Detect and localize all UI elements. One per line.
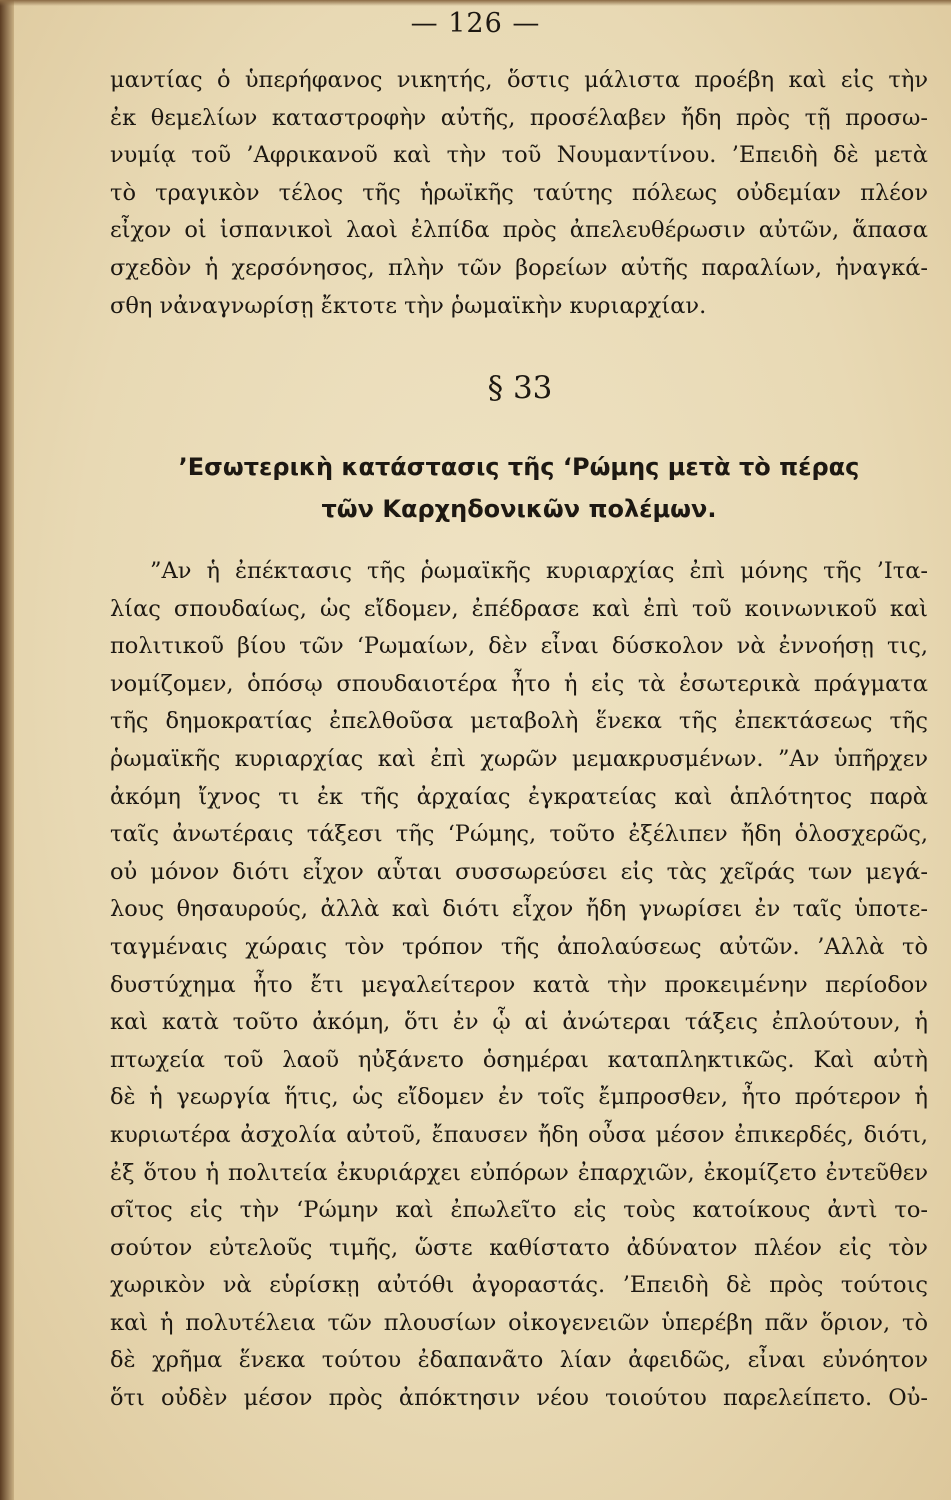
text-line: ”Αν ἡ ἐπέκτασις τῆς ῥωμαϊκῆς κυριαρχίας ἐπὶ μόνης τῆς ’Ιτα- bbox=[150, 558, 928, 584]
text-line: καὶ ἡ πολυτέλεια τῶν πλουσίων οἰκογενειῶν ὑπερέβη πᾶν ὅριον, τὸ bbox=[110, 1309, 928, 1336]
text-line: πτωχεία τοῦ λαοῦ ηὐξάνετο ὁσημέραι καταπληκτικῶς. Καὶ αὐτὴ bbox=[110, 1046, 928, 1073]
text-line: λους θησαυρούς, ἀλλὰ καὶ διότι εἶχον ἤδη γνωρίσει ἐν ταῖς ὑποτε- bbox=[110, 896, 928, 923]
text-line: ὅτι οὐδὲν μέσον πρὸς ἀπόκτησιν νέου τοιούτου παρελείπετο. Οὐ- bbox=[110, 1385, 928, 1412]
section-heading bbox=[110, 446, 928, 530]
text-line: πολιτικοῦ βίου τῶν ‘Ρωμαίων, δὲν εἶναι δύσκολον νὰ ἐννοήσῃ τις, bbox=[110, 633, 928, 660]
section-number: § 33 bbox=[487, 370, 553, 406]
text-line: νυμίᾳ τοῦ ’Αφρικανοῦ καὶ τὴν τοῦ Νουμαντίνου. ’Επειδὴ δὲ μετὰ bbox=[110, 142, 928, 169]
text-line: μαντίας ὁ ὑπερήφανος νικητής, ὅστις μάλιστα προέβη καὶ εἰς τὴν bbox=[110, 67, 928, 93]
text-line: σῖτος εἰς τὴν ‘Ρώμην καὶ ἐπωλεῖτο εἰς τοὺς κατοίκους ἀντὶ το- bbox=[110, 1197, 928, 1224]
text-line: σθη νἀναγνωρίσῃ ἔκτοτε τὴν ῥωμαϊκὴν κυριαρχίαν. bbox=[110, 292, 707, 319]
paragraph-continuation bbox=[110, 62, 928, 325]
text-line: δυστύχημα ἦτο ἔτι μεγαλείτερον κατὰ τὴν προκειμένην περίοδον bbox=[110, 971, 928, 998]
page-top-edge bbox=[0, 0, 951, 6]
text-line: εἶχον οἱ ἱσπανικοὶ λαοὶ ἐλπίδα πρὸς ἀπελευθέρωσιν αὐτῶν, ἅπασα bbox=[110, 217, 928, 244]
text-line: χωρικὸν νὰ εὑρίσκῃ αὐτόθι ἀγοραστάς. ’Επειδὴ δὲ πρὸς τούτοις bbox=[110, 1272, 928, 1299]
text-line: κυριωτέρα ἀσχολία αὐτοῦ, ἔπαυσεν ἤδη οὖσα μέσον ἐπικερδές, διότι, bbox=[110, 1121, 928, 1148]
text-line: οὐ μόνον διότι εἶχον αὗται συσσωρεύσει εἰς τὰς χεῖράς των μεγά- bbox=[110, 858, 928, 885]
text-line: ταγμέναις χώραις τὸν τρόπον τῆς ἀπολαύσεως αὐτῶν. ’Αλλὰ τὸ bbox=[110, 933, 928, 960]
text-line: ἐκ θεμελίων καταστροφὴν αὐτῆς, προσέλαβεν ἤδη πρὸς τῇ προσω- bbox=[110, 104, 928, 131]
text-line: δὲ χρῆμα ἕνεκα τούτου ἐδαπανᾶτο λίαν ἀφειδῶς, εἶναι εὐνόητον bbox=[110, 1347, 928, 1374]
text-line: λίας σπουδαίως, ὡς εἴδομεν, ἐπέδρασε καὶ ἐπὶ τοῦ κοινωνικοῦ καὶ bbox=[110, 595, 928, 622]
page-number: — 126 — bbox=[410, 8, 541, 39]
text-line: ἐξ ὅτου ἡ πολιτεία ἐκυριάρχει εὐπόρων ἐπαρχιῶν, ἐκομίζετο ἐντεῦθεν bbox=[110, 1159, 928, 1186]
text-line: ἀκόμη ἴχνος τι ἐκ τῆς ἀρχαίας ἐγκρατείας καὶ ἁπλότητος παρὰ bbox=[110, 783, 928, 810]
text-line: τὸ τραγικὸν τέλος τῆς ἡρωϊκῆς ταύτης πόλεως οὐδεμίαν πλέον bbox=[110, 179, 928, 206]
text-line: ταῖς ἀνωτέραις τάξεσι τῆς ‘Ρώμης, τοῦτο ἐξέλιπεν ἤδη ὁλοσχερῶς, bbox=[110, 821, 928, 848]
heading-line: τῶν Καρχηδονικῶν πολέμων. bbox=[321, 495, 717, 523]
text-line: νομίζομεν, ὁπόσῳ σπουδαιοτέρα ἦτο ἡ εἰς τὰ ἐσωτερικὰ πράγματα bbox=[110, 670, 928, 697]
text-line: σούτον εὐτελοῦς τιμῆς, ὥστε καθίστατο ἀδύνατον πλέον εἰς τὸν bbox=[110, 1234, 928, 1261]
text-line: δὲ ἡ γεωργία ἥτις, ὡς εἴδομεν ἐν τοῖς ἔμπροσθεν, ἦτο πρότερον ἡ bbox=[110, 1084, 928, 1111]
text-line: σχεδὸν ἡ χερσόνησος, πλὴν τῶν βορείων αὐτῆς παραλίων, ἠναγκά- bbox=[110, 254, 928, 281]
text-line: τῆς δημοκρατίας ἐπελθοῦσα μεταβολὴ ἕνεκα τῆς ἐπεκτάσεως τῆς bbox=[110, 708, 928, 735]
page-binding-edge bbox=[0, 0, 14, 1500]
paragraph-main bbox=[110, 553, 928, 1418]
text-line: καὶ κατὰ τοῦτο ἀκόμη, ὅτι ἐν ᾧ αἱ ἀνώτεραι τάξεις ἐπλούτουν, ἡ bbox=[110, 1009, 928, 1036]
text-line: ῥωμαϊκῆς κυριαρχίας καὶ ἐπὶ χωρῶν μεμακρυσμένων. ”Αν ὑπῆρχεν bbox=[110, 745, 928, 772]
heading-line: ’Εσωτερικὴ κατάστασις τῆς ‘Ρώμης μετὰ τὸ πέρας bbox=[178, 453, 860, 481]
